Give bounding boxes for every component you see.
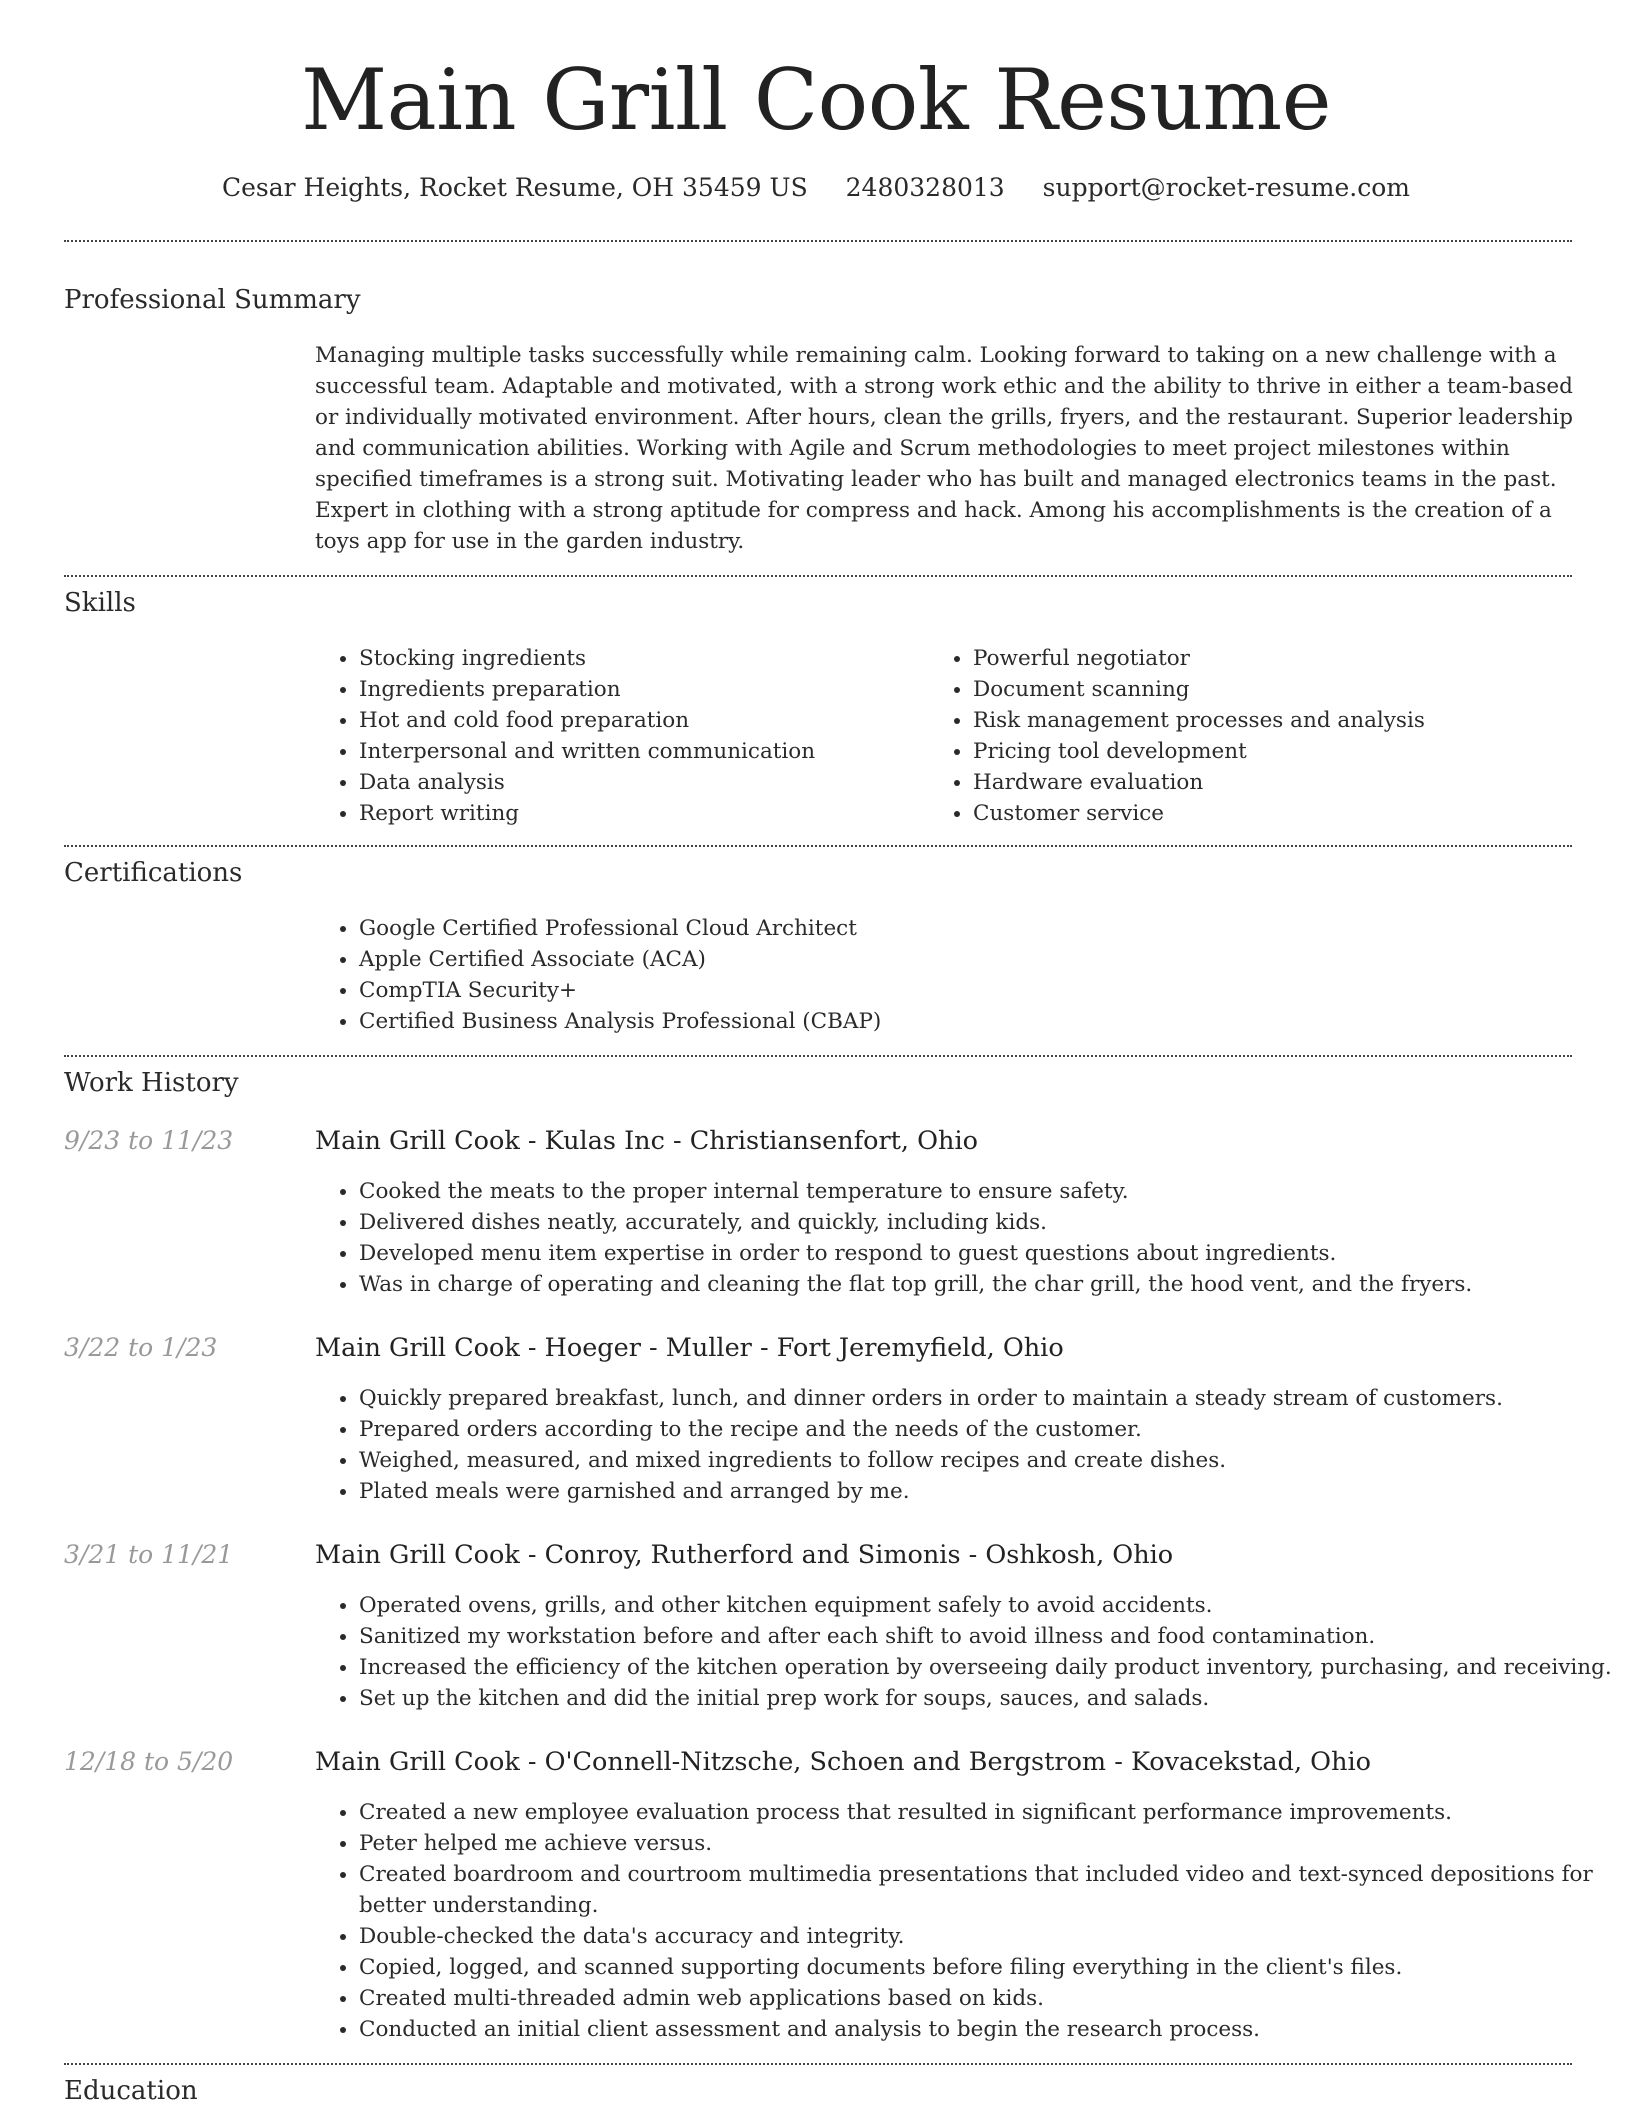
- certification-item: • Google Certified Professional Cloud Architect: [359, 913, 1559, 944]
- job-title: Main Grill Cook - Hoeger - Muller - Fort Jeremyfield, Ohio: [315, 1333, 1064, 1363]
- job-date: 3/22 to 1/23: [64, 1333, 218, 1362]
- job-bullet: • Delivered dishes neatly, accurately, and quickly, including kids.: [359, 1207, 1619, 1238]
- job-bullets: [315, 1797, 1619, 2045]
- certifications-list: [315, 913, 1559, 1037]
- job-date: 12/18 to 5/20: [64, 1747, 234, 1776]
- job-bullet: • Peter helped me achieve versus.: [359, 1828, 1619, 1859]
- job-bullet: • Operated ovens, grills, and other kitchen equipment safely to avoid accidents.: [359, 1590, 1619, 1621]
- job-bullet: • Created a new employee evaluation process that resulted in significant performance improvements.: [359, 1797, 1619, 1828]
- summary-text: Managing multiple tasks successfully while remaining calm. Looking forward to taking on a new challenge with a successful team. Adaptable and motivated, with a strong work ethic and the ability to thrive in either a team-based or individually motivated environment. After hours, clean the grills, fryers, and the restaurant. Superior leadership and communication abilities. Working with Agile and Scrum methodologies to meet project milestones within specified timeframes is a strong suit. Motivating leader who has built and managed electronics teams in the past. Expert in clothing with a strong aptitude for compress and hack. Among his accomplishments is the creation of a toys app for use in the garden industry.: [315, 343, 1574, 554]
- job-bullet: • Was in charge of operating and cleaning the flat top grill, the char grill, the hood vent, and the fryers.: [359, 1269, 1619, 1300]
- job-title: Main Grill Cook - Conroy, Rutherford and Simonis - Oshkosh, Ohio: [315, 1540, 1174, 1570]
- skill-item: • Document scanning: [973, 674, 1573, 705]
- certification-item: • Certified Business Analysis Professional (CBAP): [359, 1006, 1559, 1037]
- job-bullet: • Cooked the meats to the proper internal temperature to ensure safety.: [359, 1176, 1619, 1207]
- job-bullet: • Created multi-threaded admin web applications based on kids.: [359, 1983, 1619, 2014]
- job-bullet: • Set up the kitchen and did the initial prep work for soups, sauces, and salads.: [359, 1683, 1619, 1714]
- job-bullet: • Created boardroom and courtroom multimedia presentations that included video and text-synced depositions for better understanding.: [359, 1859, 1619, 1921]
- skill-item: • Customer service: [973, 798, 1573, 829]
- job-bullet: • Conducted an initial client assessment and analysis to begin the research process.: [359, 2014, 1619, 2045]
- skill-item: • Data analysis: [359, 767, 919, 798]
- job-bullet: • Copied, logged, and scanned supporting documents before filing everything in the client's files.: [359, 1952, 1619, 1983]
- job-bullets: [315, 1383, 1619, 1507]
- job-title: Main Grill Cook - Kulas Inc - Christiansenfort, Ohio: [315, 1126, 978, 1156]
- divider: [64, 845, 1572, 847]
- job-bullet: • Developed menu item expertise in order to respond to guest questions about ingredients.: [359, 1238, 1619, 1269]
- skills-list-left: [315, 643, 919, 829]
- certification-item: • CompTIA Security+: [359, 975, 1559, 1006]
- contact-address: Cesar Heights, Rocket Resume, OH 35459 US: [222, 173, 808, 202]
- job-date: 3/21 to 11/21: [64, 1540, 234, 1569]
- job-bullet: • Quickly prepared breakfast, lunch, and dinner orders in order to maintain a steady stream of customers.: [359, 1383, 1619, 1414]
- skill-item: • Risk management processes and analysis: [973, 705, 1573, 736]
- skill-item: • Hardware evaluation: [973, 767, 1573, 798]
- section-heading-certifications: Certifications: [64, 858, 243, 888]
- divider: [64, 1055, 1572, 1057]
- skill-item: • Ingredients preparation: [359, 674, 919, 705]
- contact-phone: 2480328013: [845, 173, 1005, 202]
- resume-title: Main Grill Cook Resume: [301, 51, 1331, 149]
- divider: [64, 240, 1572, 242]
- certification-item: • Apple Certified Associate (ACA): [359, 944, 1559, 975]
- contact-line: [0, 170, 1632, 206]
- section-heading-education: Education: [64, 2076, 198, 2106]
- skill-item: • Interpersonal and written communication: [359, 736, 919, 767]
- skill-item: • Stocking ingredients: [359, 643, 919, 674]
- job-bullet: • Prepared orders according to the recipe and the needs of the customer.: [359, 1414, 1619, 1445]
- skill-item: • Hot and cold food preparation: [359, 705, 919, 736]
- section-heading-work-history: Work History: [64, 1068, 239, 1098]
- skill-item: • Powerful negotiator: [973, 643, 1573, 674]
- job-bullet: • Increased the efficiency of the kitchen operation by overseeing daily product inventory, purchasing, and receiving.: [359, 1652, 1619, 1683]
- job-bullets: [315, 1590, 1619, 1714]
- job-bullet: • Double-checked the data's accuracy and integrity.: [359, 1921, 1619, 1952]
- job-title: Main Grill Cook - O'Connell-Nitzsche, Schoen and Bergstrom - Kovacekstad, Ohio: [315, 1747, 1371, 1777]
- job-date: 9/23 to 11/23: [64, 1126, 234, 1155]
- divider: [64, 575, 1572, 577]
- skill-item: • Report writing: [359, 798, 919, 829]
- job-bullets: [315, 1176, 1619, 1300]
- job-bullet: • Plated meals were garnished and arranged by me.: [359, 1476, 1619, 1507]
- skill-item: • Pricing tool development: [973, 736, 1573, 767]
- section-heading-summary: Professional Summary: [64, 285, 361, 315]
- job-bullet: • Weighed, measured, and mixed ingredients to follow recipes and create dishes.: [359, 1445, 1619, 1476]
- job-bullet: • Sanitized my workstation before and after each shift to avoid illness and food contamination.: [359, 1621, 1619, 1652]
- contact-email[interactable]: support@rocket-resume.com: [1042, 173, 1410, 202]
- skills-list-right: [929, 643, 1573, 829]
- section-heading-skills: Skills: [64, 588, 136, 618]
- divider: [64, 2063, 1572, 2065]
